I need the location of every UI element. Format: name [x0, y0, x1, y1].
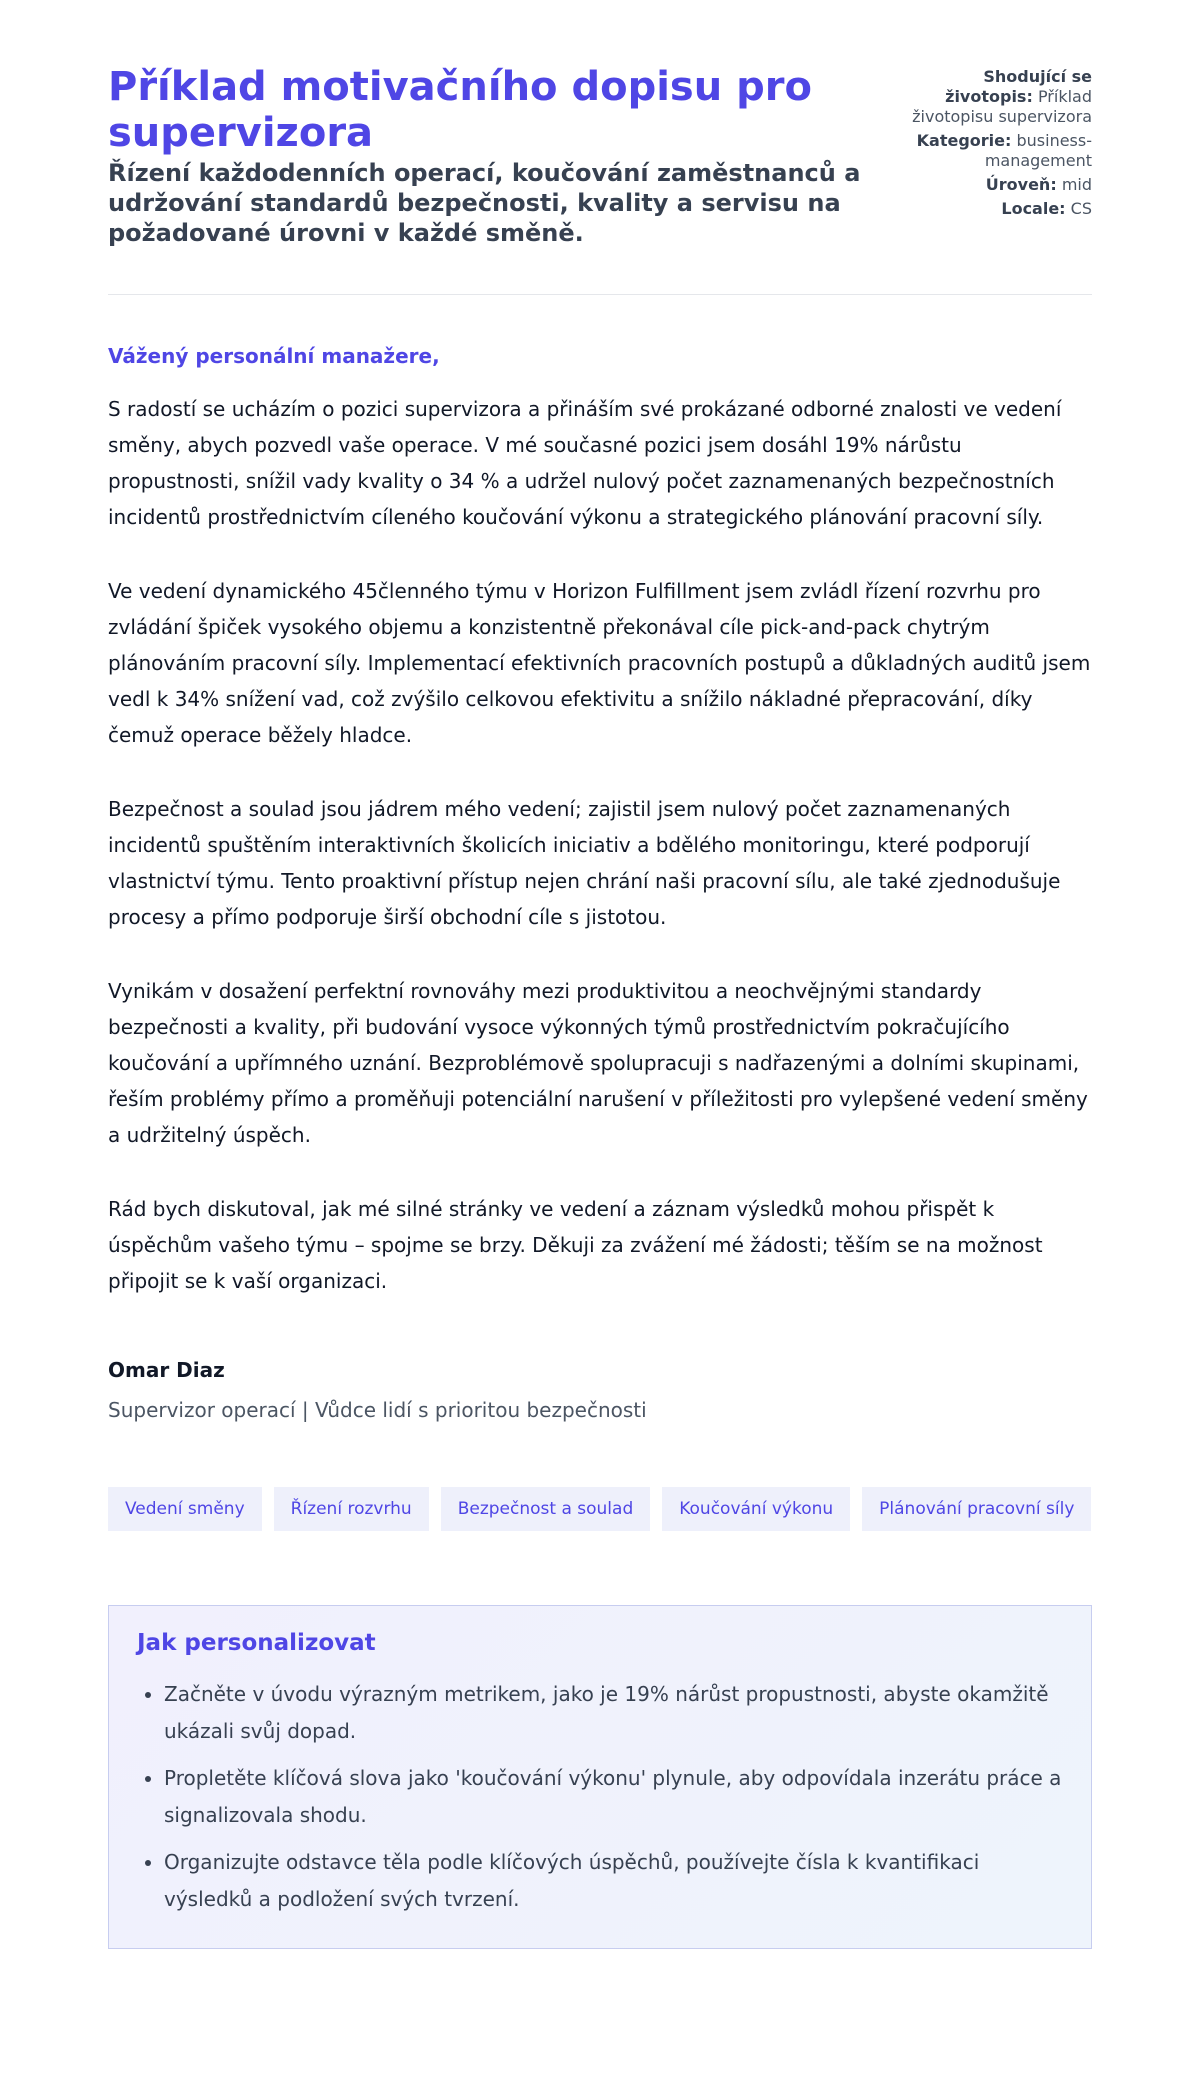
- signature-title: Supervizor operací | Vůdce lidí s prioritou bezpečnosti: [108, 1398, 647, 1422]
- meta-value: CS: [1070, 199, 1092, 218]
- skill-tag: Bezpečnost a soulad: [441, 1487, 651, 1531]
- meta-value: business-management: [984, 131, 1092, 170]
- meta-level: [912, 175, 1092, 195]
- meta-category: [912, 131, 1092, 171]
- meta-value: Příklad životopisu supervizora: [912, 87, 1092, 126]
- tip-item: • Začněte v úvodu výrazným metrikem, jako je 19% nárůst propustnosti, abyste okamžitě ukázali svůj dopad.: [164, 1676, 1063, 1750]
- page-title: Příklad motivačního dopisu pro supervizora: [108, 64, 812, 156]
- skill-tag: Vedení směny: [108, 1487, 262, 1531]
- cover-letter-page: [108, 0, 1092, 1949]
- letter-salutation: Vážený personální manažere,: [108, 344, 440, 368]
- meta-key: Locale:: [1001, 199, 1066, 218]
- letter-paragraph: Ve vedení dynamického 45členného týmu v Horizon Fulfillment jsem zvládl řízení rozvrhu pro zvládání špiček vysokého objemu a konzistentně překonával cíle pick-and-pack chytrým plánováním pracovní síly. Implementací efektivních pracovních postupů a důkladných auditů jsem vedl k 34% snížení vad, což zvýšilo celkovou efektivitu a snížilo nákladné přepracování, díky čemuž operace běžely hladce.: [108, 579, 1091, 747]
- skill-tag: Koučování výkonu: [662, 1487, 850, 1531]
- skill-tags: [108, 1487, 1092, 1531]
- meta-key: Úroveň:: [985, 175, 1057, 194]
- tip-item: • Propletěte klíčová slova jako 'koučování výkonu' plynule, aby odpovídala inzerátu práce a signalizovala shodu.: [164, 1760, 1063, 1834]
- letter-body: [108, 391, 1092, 1299]
- tip-item: • Organizujte odstavce těla podle klíčových úspěchů, používejte čísla k kvantifikaci výsledků a podložení svých tvrzení.: [164, 1844, 1063, 1918]
- letter-paragraph: Rád bych diskutoval, jak mé silné stránky ve vedení a záznam výsledků mohou přispět k úspěchům vašeho týmu – spojme se brzy. Děkuji za zvážení mé žádosti; těším se na možnost připojit se k vaší organizaci.: [108, 1197, 1043, 1293]
- skill-tag: Plánování pracovní síly: [862, 1487, 1091, 1531]
- meta-value: mid: [1061, 175, 1092, 194]
- meta-key: Kategorie:: [916, 131, 1012, 150]
- letter-paragraph: Vynikám v dosažení perfektní rovnováhy mezi produktivitou a neochvějnými standardy bezpečnosti a kvality, při budování vysoce výkonných týmů prostřednictvím pokračujícího koučování a upřímného uznání. Bezproblémově spolupracuji s nadřazenými a dolními skupinami, řeším problémy přímo a proměňuji potenciální narušení v příležitosti pro vylepšené vedení směny a udržitelný úspěch.: [108, 979, 1088, 1147]
- meta-locale: [912, 199, 1092, 219]
- meta-matching-resume: [912, 67, 1092, 127]
- tips-list: [137, 1676, 1063, 1918]
- signature-name: Omar Diaz: [108, 1358, 225, 1382]
- header-titles: [108, 64, 898, 248]
- skill-tag: Řízení rozvrhu: [274, 1487, 429, 1531]
- page-subtitle: Řízení každodenních operací, koučování zaměstnanců a udržování standardů bezpečnosti, kvality a servisu na požadované úrovni v každé směně.: [108, 159, 861, 247]
- page-header: [108, 64, 1092, 295]
- letter-paragraph: Bezpečnost a soulad jsou jádrem mého vedení; zajistil jsem nulový počet zaznamenaných incidentů spuštěním interaktivních školicích iniciativ a bdělého monitoringu, které podporují vlastnictví týmu. Tento proaktivní přístup nejen chrání naši pracovní sílu, ale také zjednodušuje procesy a přímo podporuje širší obchodní cíle s jistotou.: [108, 797, 1061, 929]
- tips-title: Jak personalizovat: [137, 1630, 376, 1656]
- personalize-tips-panel: [108, 1605, 1092, 1949]
- meta-key: Shodující se životopis:: [945, 67, 1092, 106]
- meta-panel: [912, 64, 1092, 223]
- letter-paragraph: S radostí se ucházím o pozici supervizora a přináším své prokázané odborné znalosti ve vedení směny, abych pozvedl vaše operace. V mé současné pozici jsem dosáhl 19% nárůstu propustnosti, snížil vady kvality o 34 % a udržel nulový počet zaznamenaných bezpečnostních incidentů prostřednictvím cíleného koučování výkonu a strategického plánování pracovní síly.: [108, 397, 1062, 529]
